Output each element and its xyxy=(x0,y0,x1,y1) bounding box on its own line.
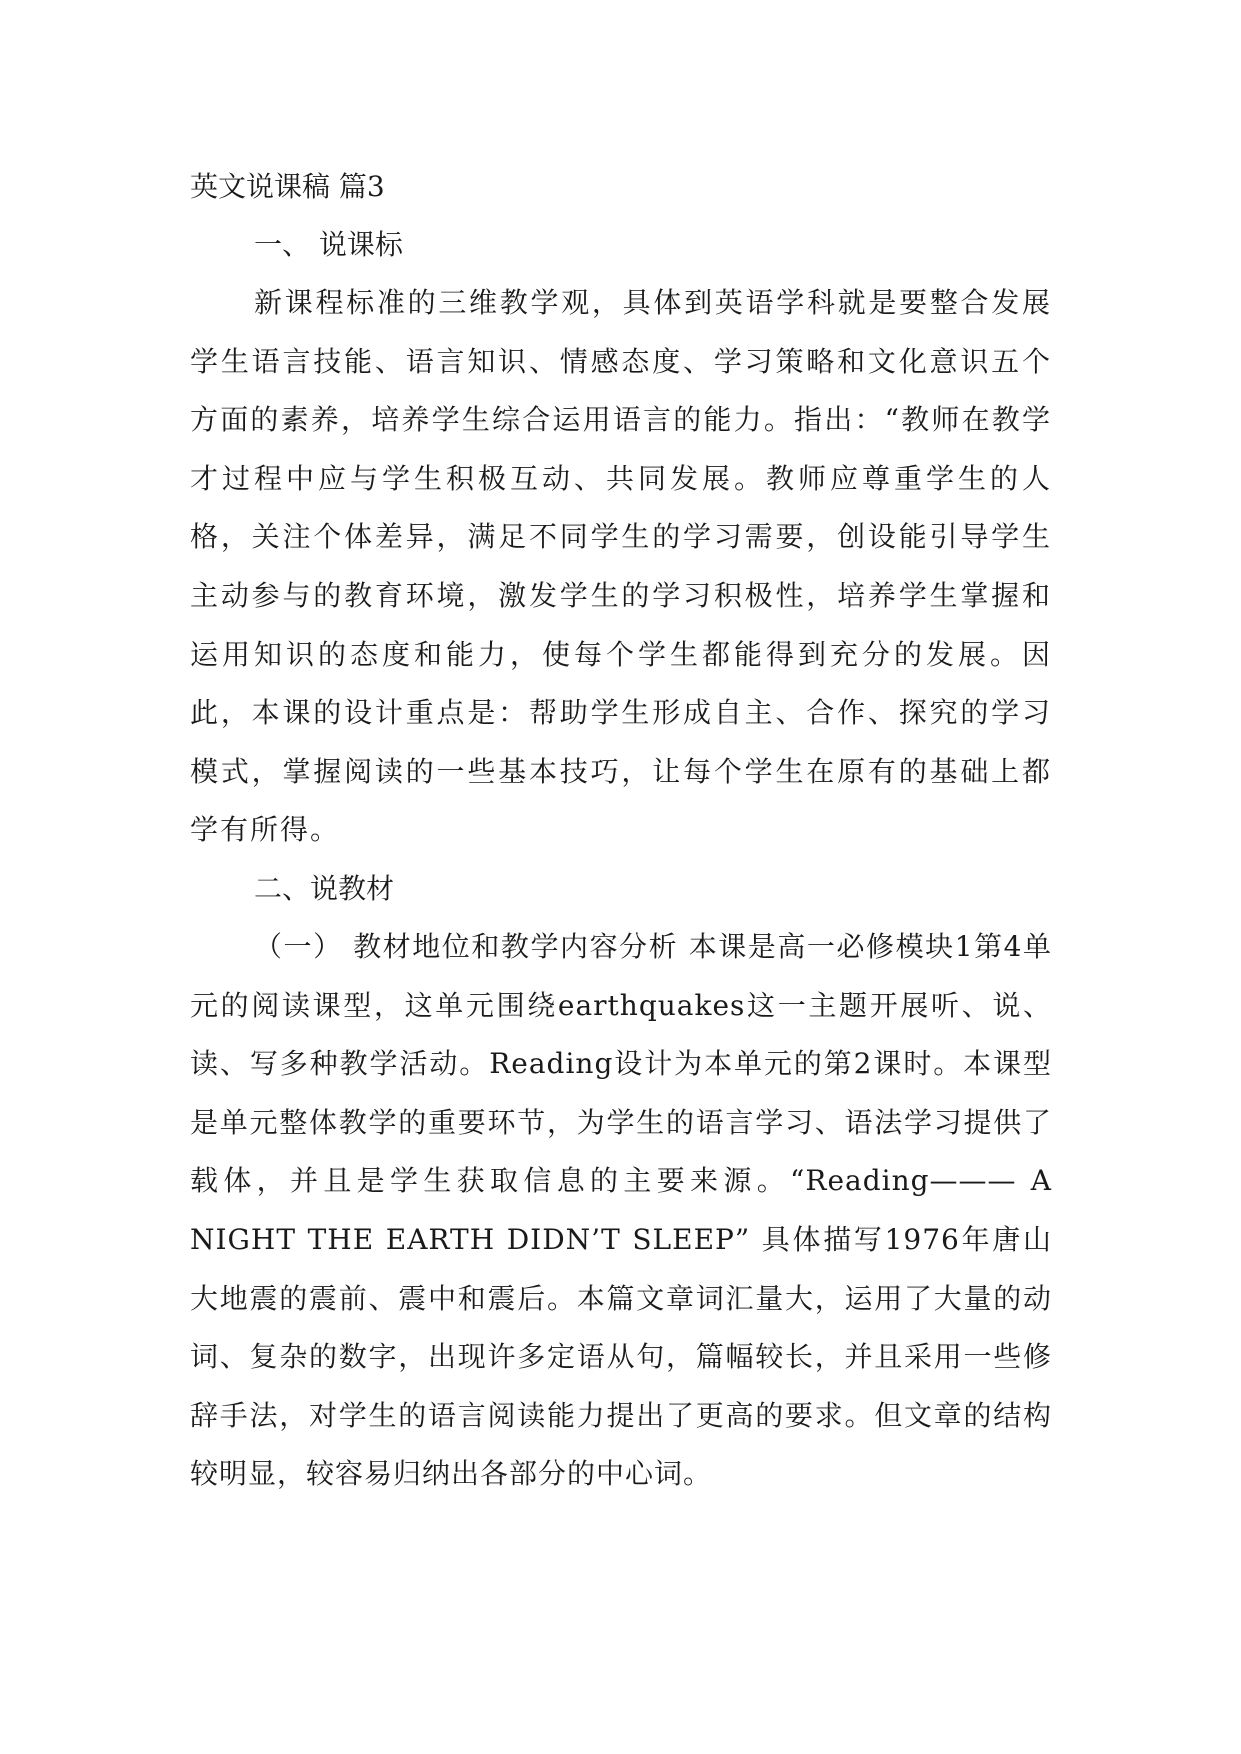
document-title: 英文说课稿 篇3 xyxy=(190,170,385,203)
section-heading-curriculum-standard: 一、 说课标 xyxy=(254,228,403,261)
paragraph-textbook-analysis: （一） 教材地位和教学内容分析 本课是高一必修模块1第4单元的阅读课型，这单元围绕earthquakes这一主题开展听、说、读、写多种教学活动。Reading设计为本单元的第2课时。本课型是单元整体教学的重要环节，为学生的语言学习、语法学习提供了载体，并且是学生获取信息的主要来源。“Reading——— A NIGHT THE EARTH DIDN’T SLEEP” 具体描写1976年唐山大地震的震前、震中和震后。本篇文章词汇量大，运用了大量的动词、复杂的数字，出现许多定语从句，篇幅较长，并且采用一些修辞手法，对学生的语言阅读能力提出了更高的要求。但文章的结构较明显，较容易归纳出各部分的中心词。 xyxy=(190,929,1052,1491)
paragraph-curriculum-standard: 新课程标准的三维教学观，具体到英语学科就是要整合发展学生语言技能、语言知识、情感态度、学习策略和文化意识五个方面的素养，培养学生综合运用语言的能力。指出：“教师在教学才过程中应与学生积极互动、共同发展。教师应尊重学生的人格，关注个体差异，满足不同学生的学习需要，创设能引导学生主动参与的教育环境，激发学生的学习积极性，培养学生掌握和运用知识的态度和能力，使每个学生都能得到充分的发展。因此，本课的设计重点是：帮助学生形成自主、合作、探究的学习模式，掌握阅读的一些基本技巧，让每个学生在原有的基础上都学有所得。 xyxy=(190,286,1052,847)
document-body xyxy=(190,158,1052,1504)
section-heading-textbook: 二、说教材 xyxy=(254,871,395,905)
